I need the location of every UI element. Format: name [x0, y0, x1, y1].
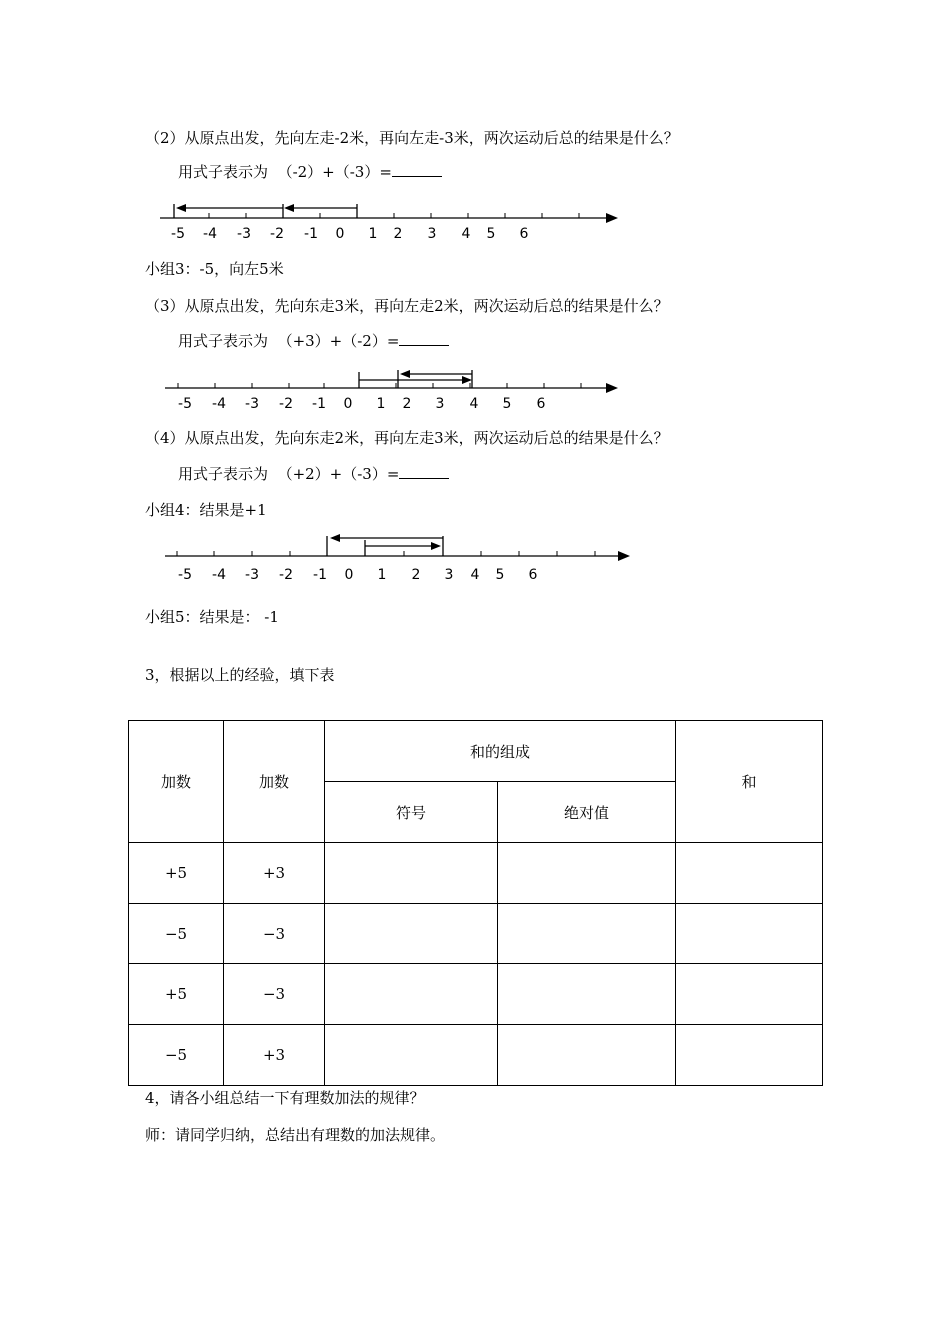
tick-label: 0 — [335, 226, 345, 242]
sum-cell[interactable] — [676, 904, 823, 964]
tick-label: -5 — [178, 567, 192, 583]
addend-1-cell: −5 — [129, 1025, 224, 1086]
axis-arrow-icon — [606, 213, 618, 223]
tick-label: -1 — [304, 226, 318, 242]
tick-label: 3 — [435, 396, 445, 412]
sum-cell[interactable] — [676, 843, 823, 904]
tick-label: 6 — [536, 396, 546, 412]
addend-2-cell: +3 — [224, 1025, 325, 1086]
absolute-value-cell[interactable] — [498, 1025, 676, 1086]
header-sum-composition: 和的组成 — [325, 721, 676, 782]
sum-cell[interactable] — [676, 1025, 823, 1086]
formula-prefix: 用式子表示为 — [178, 465, 269, 483]
formula-prefix: 用式子表示为 — [178, 332, 269, 350]
table-row — [129, 904, 823, 964]
tick-label: 3 — [444, 567, 454, 583]
question-2: （2）从原点出发，先向左走-2米，再向左走-3米，两次运动后总的结果是什么？ — [145, 129, 679, 147]
tick-label: 3 — [427, 226, 437, 242]
addend-1-cell: +5 — [129, 843, 224, 904]
formula-expression: （-2）+（-3）= — [277, 163, 392, 181]
addend-2-cell: +3 — [224, 843, 325, 904]
teacher-prompt: 师：请同学归纳，总结出有理数的加法规律。 — [145, 1126, 446, 1144]
absolute-value-cell[interactable] — [498, 964, 676, 1025]
absolute-value-cell[interactable] — [498, 904, 676, 964]
tick-label: -4 — [212, 567, 226, 583]
group-4-answer: 小组4：结果是+1 — [145, 501, 267, 519]
absolute-value-cell[interactable] — [498, 843, 676, 904]
tick-label: -5 — [178, 396, 192, 412]
question-4: （4）从原点出发，先向东走2米，再向左走3米，两次运动后总的结果是什么？ — [145, 429, 669, 447]
answer-blank[interactable] — [392, 162, 442, 177]
table-row — [129, 1025, 823, 1086]
tick-label: 2 — [411, 567, 421, 583]
axis-arrow-icon — [618, 551, 630, 561]
header-addend-1: 加数 — [129, 721, 224, 843]
tick-label: 2 — [393, 226, 403, 242]
tick-label: -3 — [245, 396, 259, 412]
tick-label: -5 — [171, 226, 185, 242]
tick-label: -3 — [245, 567, 259, 583]
tick-label: -2 — [279, 567, 293, 583]
tick-marks — [177, 551, 595, 556]
group-5-answer: 小组5：结果是： -1 — [145, 608, 279, 626]
header-addend-2: 加数 — [224, 721, 325, 843]
number-line-3 — [0, 530, 950, 583]
sign-cell[interactable] — [325, 843, 498, 904]
tick-label: -2 — [270, 226, 284, 242]
tick-label: -1 — [312, 396, 326, 412]
addend-1-cell: −5 — [129, 904, 224, 964]
sign-cell[interactable] — [325, 964, 498, 1025]
table-row — [129, 964, 823, 1025]
answer-blank[interactable] — [399, 331, 449, 346]
tick-label: -2 — [279, 396, 293, 412]
addend-2-cell: −3 — [224, 964, 325, 1025]
tick-label: 4 — [469, 396, 479, 412]
tick-marks — [174, 213, 579, 218]
sign-cell[interactable] — [325, 904, 498, 964]
movement-arrows — [359, 370, 472, 388]
tick-label: 6 — [528, 567, 538, 583]
tick-label: 4 — [470, 567, 480, 583]
tick-marks — [178, 383, 581, 388]
question-3: （3）从原点出发，先向东走3米，再向左走2米，两次运动后总的结果是什么？ — [145, 297, 669, 315]
section-4-heading: 4，请各小组总结一下有理数加法的规律？ — [145, 1089, 425, 1107]
formula-line-4 — [178, 464, 449, 484]
tick-label: 1 — [377, 567, 387, 583]
tick-label: 6 — [519, 226, 529, 242]
tick-label: 0 — [344, 567, 354, 583]
tick-label: 5 — [502, 396, 512, 412]
axis-arrow-icon — [606, 383, 618, 393]
movement-arrows — [327, 534, 443, 556]
sum-cell[interactable] — [676, 964, 823, 1025]
number-line-1 — [0, 196, 950, 246]
movement-arrows — [174, 204, 357, 218]
number-line-2 — [0, 366, 950, 416]
tick-label: 4 — [461, 226, 471, 242]
tick-label: 2 — [402, 396, 412, 412]
sign-cell[interactable] — [325, 1025, 498, 1086]
formula-expression: （+2）+（-3）= — [277, 465, 400, 483]
tick-label: -4 — [212, 396, 226, 412]
formula-line-3 — [178, 331, 449, 351]
group-3-answer: 小组3：-5，向左5米 — [145, 260, 284, 278]
tick-label: 0 — [343, 396, 353, 412]
header-absolute-value: 绝对值 — [498, 782, 676, 843]
tick-label: 1 — [368, 226, 378, 242]
tick-label: 5 — [486, 226, 496, 242]
tick-label: -1 — [313, 567, 327, 583]
header-sum: 和 — [676, 721, 823, 843]
formula-expression: （+3）+（-2）= — [277, 332, 400, 350]
tick-label: 5 — [495, 567, 505, 583]
header-sign: 符号 — [325, 782, 498, 843]
tick-label: 1 — [376, 396, 386, 412]
table-row — [129, 843, 823, 904]
table-header-row — [129, 721, 823, 782]
section-3-heading: 3，根据以上的经验，填下表 — [145, 666, 335, 684]
formula-prefix: 用式子表示为 — [178, 163, 269, 181]
answer-blank[interactable] — [399, 464, 449, 479]
tick-label: -3 — [237, 226, 251, 242]
addition-summary-table — [128, 720, 823, 1086]
formula-line-2 — [178, 162, 442, 182]
addend-1-cell: +5 — [129, 964, 224, 1025]
tick-label: -4 — [203, 226, 217, 242]
addend-2-cell: −3 — [224, 904, 325, 964]
